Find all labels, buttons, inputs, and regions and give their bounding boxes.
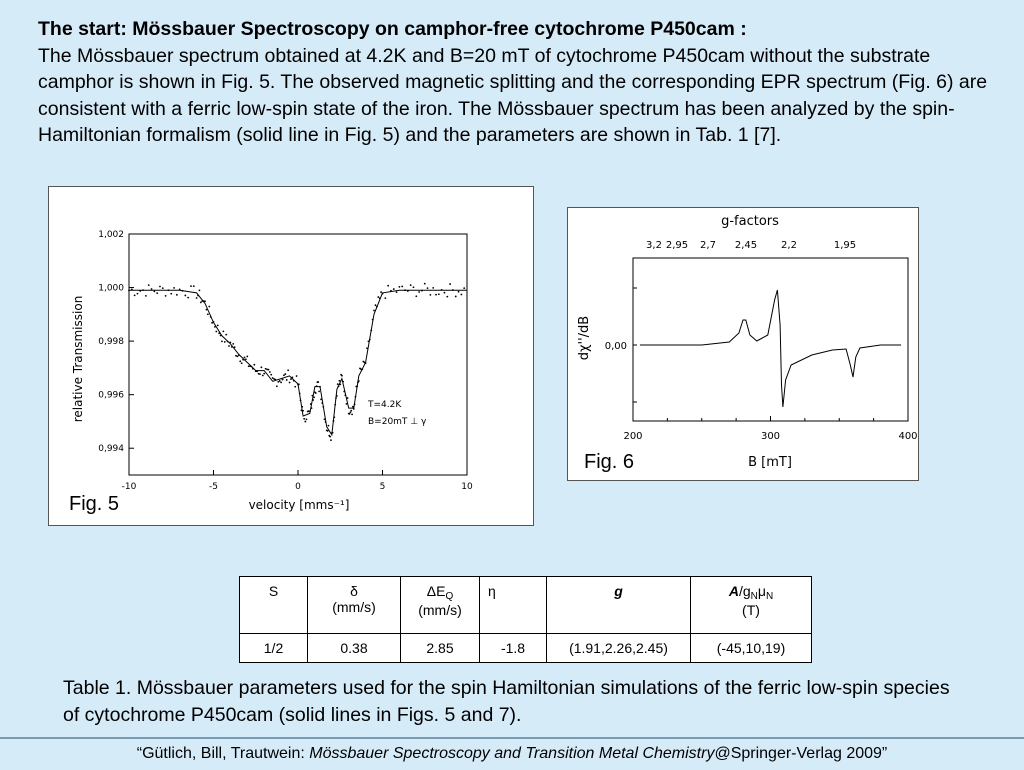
annotation-temperature: T=4.2K	[368, 400, 402, 410]
g-factor-label: 3,2	[646, 240, 662, 251]
data-point	[427, 287, 429, 289]
data-point	[375, 304, 377, 306]
x-tick-label: 5	[379, 482, 386, 492]
data-point	[418, 291, 420, 293]
chart-title: g-factors	[721, 214, 779, 229]
data-point	[156, 292, 158, 294]
data-point	[244, 357, 246, 359]
data-point	[262, 375, 264, 377]
book-title: Mössbauer Spectroscopy and Transition Metal Chemistry	[309, 745, 715, 762]
data-point	[245, 358, 247, 360]
data-point	[282, 379, 284, 381]
footer-citation: “Gütlich, Bill, Trautwein: Mössbauer Spectroscopy and Transition Metal Chemistry@Springer-Verlag 2009”	[0, 737, 1024, 770]
plot-frame	[633, 258, 908, 421]
data-point	[239, 360, 241, 362]
data-point	[173, 287, 175, 289]
x-tick-label: 400	[898, 431, 918, 442]
data-point	[458, 291, 460, 293]
data-point	[279, 380, 281, 382]
data-point	[380, 291, 382, 293]
data-point	[215, 331, 217, 333]
data-point	[208, 306, 210, 308]
header-a: $A/g_N\mu_N$ (T)	[691, 577, 812, 634]
mossbauer-spectrum-chart	[49, 187, 533, 525]
data-point	[211, 322, 213, 324]
y-tick-label: 0,996	[98, 390, 124, 401]
table-header-row	[240, 577, 812, 634]
data-point	[162, 287, 164, 289]
data-point	[286, 379, 288, 381]
data-point	[200, 302, 202, 304]
data-point	[170, 293, 172, 295]
data-point	[330, 439, 332, 441]
data-point	[148, 284, 150, 286]
cell-s: 1/2	[240, 634, 308, 663]
data-point	[253, 364, 255, 366]
data-point	[222, 330, 224, 332]
data-point	[444, 292, 446, 294]
cell-delta-eq: 2.85	[401, 634, 480, 663]
data-point	[341, 375, 343, 377]
header-delta-eq: $\Delta E_Q$ (mm/s)	[401, 577, 480, 634]
data-point	[304, 421, 306, 423]
data-point	[303, 418, 305, 420]
cell-g: (1.91,2.26,2.45)	[547, 634, 691, 663]
data-point	[270, 374, 272, 376]
data-point	[193, 285, 195, 287]
g-factor-label: 2,45	[734, 240, 758, 251]
g-factor-label: 1,95	[833, 240, 857, 251]
data-point	[294, 386, 296, 388]
annotation-field: B=20mT ⊥ γ	[368, 417, 427, 427]
data-point	[284, 373, 286, 375]
data-point	[259, 373, 261, 375]
y-tick-label: 0,998	[98, 337, 124, 348]
data-point	[263, 373, 265, 375]
fit-line	[129, 290, 467, 435]
data-point	[159, 286, 161, 288]
g-factor-label: 2,95	[665, 240, 689, 251]
data-point	[377, 296, 379, 298]
x-tick-label: -10	[121, 482, 137, 492]
data-point	[232, 343, 234, 345]
data-point	[415, 295, 417, 297]
data-point	[296, 375, 298, 377]
table-row	[240, 634, 812, 663]
data-point	[224, 341, 226, 343]
y-tick-label: 0,00	[604, 341, 627, 352]
data-point	[463, 287, 465, 289]
x-axis-label: velocity [mms⁻¹]	[248, 498, 350, 512]
data-point	[280, 382, 282, 384]
data-point	[438, 293, 440, 295]
data-point	[424, 283, 426, 285]
data-point	[134, 294, 136, 296]
y-axis-label: relative Transmission	[71, 295, 85, 423]
data-point	[315, 392, 317, 394]
data-point	[289, 382, 291, 384]
header-s: S	[240, 577, 308, 634]
figure-6-label: Fig. 6	[584, 451, 635, 473]
data-point	[396, 291, 398, 293]
data-point	[165, 295, 167, 297]
g-factor-label: 2,7	[700, 240, 716, 251]
g-factor-label: 2,2	[781, 240, 797, 251]
data-point	[446, 296, 448, 298]
cell-a: (-45,10,19)	[691, 634, 812, 663]
data-point	[349, 411, 351, 413]
data-point	[429, 294, 431, 296]
data-point	[373, 310, 375, 312]
data-point	[283, 374, 285, 376]
data-point	[432, 287, 434, 289]
x-tick-label: 0	[295, 482, 301, 492]
x-tick-label: 10	[461, 482, 473, 492]
data-point	[287, 369, 289, 371]
data-point	[268, 369, 270, 371]
data-point	[276, 385, 278, 387]
header-delta: δ (mm/s)	[308, 577, 401, 634]
data-point	[217, 325, 219, 327]
data-point	[384, 297, 386, 299]
data-point	[306, 418, 308, 420]
figure-6	[567, 207, 919, 481]
data-point	[237, 356, 239, 358]
x-tick-label: 300	[760, 431, 781, 442]
data-point	[145, 295, 147, 297]
header-eta: η	[480, 577, 547, 634]
epr-line	[640, 290, 901, 407]
data-point	[221, 340, 223, 342]
data-point	[401, 286, 403, 288]
section-heading: The start: Mössbauer Spectroscopy on camphor-free cytochrome P450cam :	[38, 18, 747, 40]
intro-paragraph: The Mössbauer spectrum obtained at 4.2K and B=20 mT of cytochrome P450cam without the substrate camphor is shown in Fig. 5. The observed magnetic splitting and the corresponding EPR spectrum (Fig. 6) are consistent with a ferric low-spin state of the iron. The Mössbauer spectrum has been analyzed by the spin-Hamiltonian formalism (solid line in Fig. 5) and the parameters are shown in Tab. 1 [7].	[38, 44, 988, 146]
plot-frame	[129, 234, 467, 475]
figure-5	[48, 186, 534, 526]
epr-spectrum-chart	[568, 208, 918, 480]
data-point	[455, 296, 457, 298]
data-point	[327, 430, 329, 432]
data-point	[196, 297, 198, 299]
data-point	[413, 286, 415, 288]
data-point	[187, 297, 189, 299]
x-tick-label: 200	[623, 431, 643, 442]
data-point	[339, 380, 341, 382]
y-tick-label: 0,994	[98, 444, 124, 455]
y-tick-label: 1,002	[98, 230, 124, 240]
data-point	[153, 291, 155, 293]
data-point	[199, 289, 201, 291]
data-point	[176, 294, 178, 296]
data-point	[329, 436, 331, 438]
data-point	[207, 313, 209, 315]
figure-5-label: Fig. 5	[69, 493, 120, 515]
data-point	[449, 283, 451, 285]
data-point	[349, 413, 351, 415]
y-tick-label: 1,000	[98, 283, 124, 294]
data-point	[228, 345, 230, 347]
data-point	[184, 295, 186, 297]
data-point	[460, 294, 462, 296]
data-point	[350, 410, 352, 412]
data-point	[241, 362, 243, 364]
data-point	[387, 285, 389, 287]
data-point	[225, 334, 227, 336]
table-caption: Table 1. Mössbauer parameters used for the spin Hamiltonian simulations of the ferric low-spin species of cytochrome P450cam (solid lines in Figs. 5 and 7).	[63, 677, 950, 726]
header-g: g	[547, 577, 691, 634]
data-point	[337, 383, 339, 385]
data-point	[318, 390, 320, 392]
data-point	[269, 371, 271, 373]
cell-delta: 0.38	[308, 634, 401, 663]
x-axis-label: B [mT]	[748, 455, 792, 470]
y-axis-label: dχ''/dB	[577, 315, 592, 361]
data-point	[190, 285, 192, 287]
data-point	[151, 288, 153, 290]
data-point	[410, 284, 412, 286]
x-tick-label: -5	[209, 482, 218, 492]
data-point	[317, 381, 319, 383]
data-point	[435, 294, 437, 296]
data-point	[399, 286, 401, 288]
data-point	[393, 288, 395, 290]
data-point	[328, 425, 330, 427]
intro-text	[38, 16, 998, 149]
data-point	[137, 293, 139, 295]
cell-eta: -1.8	[480, 634, 547, 663]
data-point	[246, 356, 248, 358]
parameters-table	[239, 576, 812, 663]
data-point	[260, 366, 262, 368]
data-point	[351, 413, 353, 415]
